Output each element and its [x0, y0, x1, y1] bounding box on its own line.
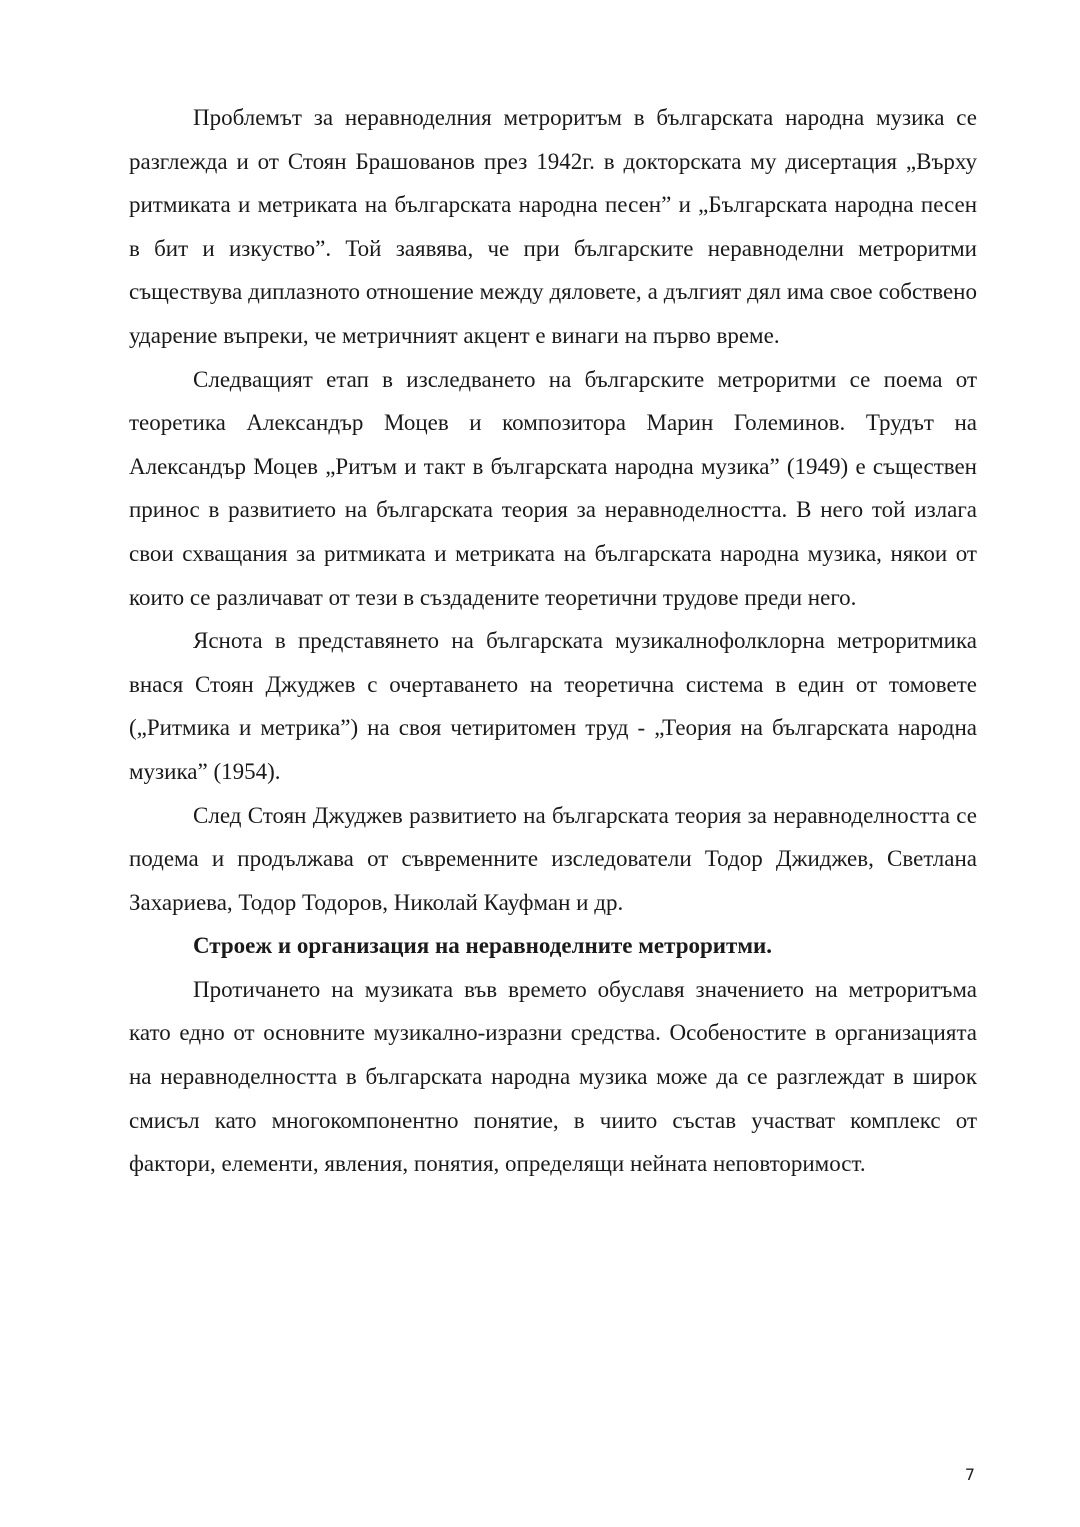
paragraph-dzhudzhev: Яснота в представянето на българската музикалнофолклорна метроритмика внася Стоян Джуджев с очертаването на теоретична система в един от томовете („Ритмика и метрика”) на своя четиритомен труд - „Теория на българската народна музика” (1954). [129, 628, 977, 784]
paragraph-closing: Протичането на музиката във времето обуславя значението на метроритъма като едно от основните музикално-изразни средства. Особеностите в организацията на неравноделността в българската народна музика може да се разглеждат в широк смисъл като многокомпонентно понятие, в чиито състав участват комплекс от фактори, елементи, явления, понятия, определящи нейната неповторимост. [129, 976, 977, 1177]
section-heading: Строеж и организация на неравноделните метроритми. [193, 933, 773, 959]
page-number: 7 [964, 1465, 976, 1484]
paragraph-contemporary-researchers: След Стоян Джуджев развитието на българската теория за неравноделността се подема и продължава от съвременните изследователи Тодор Джиджев, Светлана Захариева, Тодор Тодоров, Николай Кауфман и др. [129, 802, 977, 915]
paragraph-brashovanov: Проблемът за неравноделния метроритъм в българската народна музика се разглежда и от Стоян Брашованов през 1942г. в докторската му дисертация „Върху ритмиката и метриката на българската народна песен” и „Българската народна песен в бит и изкуство”. Той заявява, че при българските неравноделни метроритми съществува диплазното отношение между дяловете, а дългият дял има свое собствено ударение въпреки, че метричният акцент е винаги на първо време. [129, 105, 977, 348]
paragraph-motsev: Следващият етап в изследването на българските метроритми се поема от теоретика Александър Моцев и композитора Марин Големинов. Трудът на Александър Моцев „Ритъм и такт в българската народна музика” (1949) е съществен принос в развитието на българската теория за неравноделността. В него той излага свои схващания за ритмиката и метриката на българската народна музика, някои от които се различават от тези в създадените теоретични трудове преди него. [129, 366, 977, 610]
body-text [129, 96, 977, 1186]
